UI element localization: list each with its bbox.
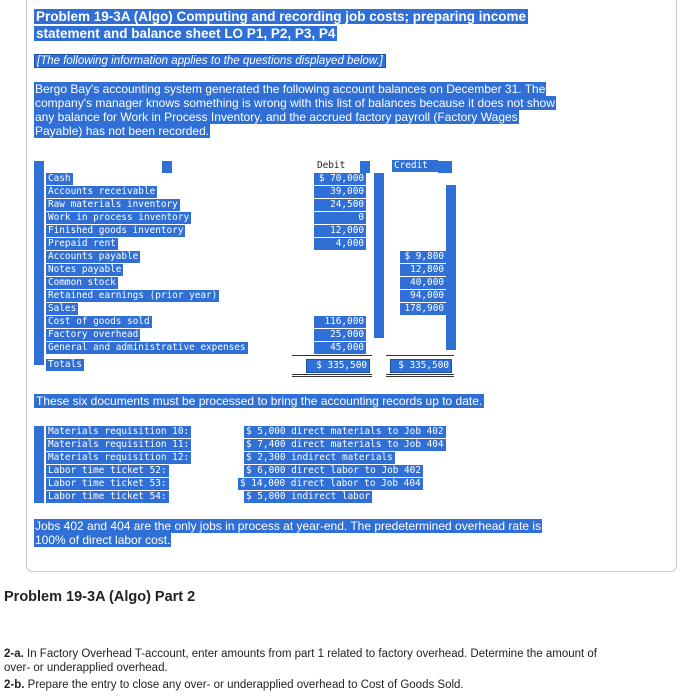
total-rule xyxy=(292,355,372,356)
documents-heading xyxy=(34,394,484,408)
table-row xyxy=(34,238,474,251)
table-row xyxy=(34,251,474,264)
totals-row xyxy=(34,359,474,372)
table-row xyxy=(34,342,474,355)
info-note xyxy=(34,54,386,68)
credit-amount: $ 9,800 xyxy=(400,251,446,263)
account-name: General and administrative expenses xyxy=(48,342,246,353)
table-row xyxy=(34,199,474,212)
debit-amount: 25,000 xyxy=(314,329,366,341)
intro-line: Bergo Bay's accounting system generated the following account balances on December 31. The xyxy=(35,82,546,96)
debit-amount: $ 70,000 xyxy=(314,173,366,185)
selection-bar xyxy=(360,161,370,173)
intro-line: any balance for Work in Process Inventory, and the accrued factory payroll (Factory Wages xyxy=(35,110,518,124)
account-name: Raw materials inventory xyxy=(48,199,178,210)
intro-line: company's manager knows something is wrong with this list of balances because it does not show xyxy=(35,96,555,110)
table-row xyxy=(34,277,474,290)
document-name: Labor time ticket 52: xyxy=(48,465,167,476)
credit-amount: 12,800 xyxy=(400,264,446,276)
jobs-note-line: Jobs 402 and 404 are the only jobs in process at year-end. The predetermined overhead rate is xyxy=(35,519,542,533)
account-name: Retained earnings (prior year) xyxy=(48,290,218,301)
question-2a-text: over- or underapplied overhead. xyxy=(4,662,168,674)
question-2b-text: Prepare the entry to close any over- or underapplied overhead to Cost of Goods Sold. xyxy=(24,679,464,691)
question-2b-label: 2-b. xyxy=(4,679,25,691)
debit-amount: 24,500 xyxy=(314,199,366,211)
double-rule xyxy=(386,376,454,377)
table-row xyxy=(34,303,474,316)
double-rule xyxy=(386,374,454,375)
credit-amount: 94,000 xyxy=(400,290,446,302)
selection-bar xyxy=(34,161,44,173)
account-name: Work in process inventory xyxy=(48,212,190,223)
selection-bar xyxy=(34,426,44,503)
account-name: Accounts receivable xyxy=(48,186,156,197)
info-note-text: [The following information applies to the questions displayed below.] xyxy=(34,54,386,68)
credit-amount: 178,900 xyxy=(400,303,446,315)
account-name: Accounts payable xyxy=(48,251,139,262)
jobs-note xyxy=(34,519,604,547)
credit-header: Credit xyxy=(392,160,438,172)
document-name: Materials requisition 11: xyxy=(48,439,190,450)
document-detail: $ 7,400 direct materials to Job 404 xyxy=(246,439,444,450)
table-row xyxy=(34,316,474,329)
debit-header: Debit xyxy=(317,160,346,171)
document-detail: $ 6,000 direct labor to Job 402 xyxy=(246,465,421,476)
debit-amount: 0 xyxy=(314,212,366,224)
title-line-2: statement and balance sheet LO P1, P2, P3, P4 xyxy=(36,26,336,41)
document-detail: $ 2,300 indirect materials xyxy=(246,452,393,463)
problem-title xyxy=(34,8,574,42)
documents-heading-text: These six documents must be processed to bring the accounting records up to date. xyxy=(36,394,483,408)
double-rule xyxy=(292,376,372,377)
debit-amount: 12,000 xyxy=(314,225,366,237)
debit-amount: 116,000 xyxy=(314,316,366,328)
table-row xyxy=(34,290,474,303)
account-name: Cash xyxy=(48,173,71,184)
part2-heading: Problem 19-3A (Algo) Part 2 xyxy=(4,589,196,605)
intro-paragraph xyxy=(34,82,624,138)
credit-total: $ 335,500 xyxy=(390,359,452,373)
credit-amount: 40,000 xyxy=(400,277,446,289)
account-name: Common stock xyxy=(48,277,116,288)
document-name: Materials requisition 10: xyxy=(48,426,190,437)
account-name: Factory overhead xyxy=(48,329,139,340)
document-name: Materials requisition 12: xyxy=(48,452,190,463)
document-detail: $ 5,000 indirect labor xyxy=(246,491,371,502)
intro-line: Payable) has not been recorded. xyxy=(35,124,210,138)
selection-bar xyxy=(162,161,172,173)
question-2b xyxy=(4,678,679,692)
account-name: Prepaid rent xyxy=(48,238,116,249)
table-row xyxy=(34,264,474,277)
table-row xyxy=(34,212,474,225)
debit-total: $ 335,500 xyxy=(306,359,370,373)
account-name: Cost of goods sold xyxy=(48,316,150,327)
totals-label: Totals xyxy=(48,359,82,370)
document-name: Labor time ticket 53: xyxy=(48,478,167,489)
document-name: Labor time ticket 54: xyxy=(48,491,167,502)
account-name: Finished goods inventory xyxy=(48,225,184,236)
table-row xyxy=(34,225,474,238)
jobs-note-line: 100% of direct labor cost. xyxy=(35,533,171,547)
table-row xyxy=(34,329,474,342)
account-name: Notes payable xyxy=(48,264,122,275)
document-detail: $ 5,000 direct materials to Job 402 xyxy=(246,426,444,437)
debit-amount: 39,000 xyxy=(314,186,366,198)
selection-bar xyxy=(438,161,452,173)
question-2a xyxy=(4,647,679,675)
document-detail: $ 14,000 direct labor to Job 404 xyxy=(240,478,421,489)
total-rule xyxy=(386,355,454,356)
account-name: Sales xyxy=(48,303,77,314)
debit-amount: 4,000 xyxy=(314,238,366,250)
double-rule xyxy=(292,374,372,375)
debit-amount: 45,000 xyxy=(314,342,366,354)
table-row xyxy=(34,173,474,186)
question-2a-text: In Factory Overhead T-account, enter amounts from part 1 related to factory overhead. Determine the amount of xyxy=(23,648,597,660)
table-row xyxy=(34,186,474,199)
question-2a-label: 2-a. xyxy=(4,648,24,660)
title-line-1: Problem 19-3A (Algo) Computing and recording job costs; preparing income xyxy=(36,9,527,24)
